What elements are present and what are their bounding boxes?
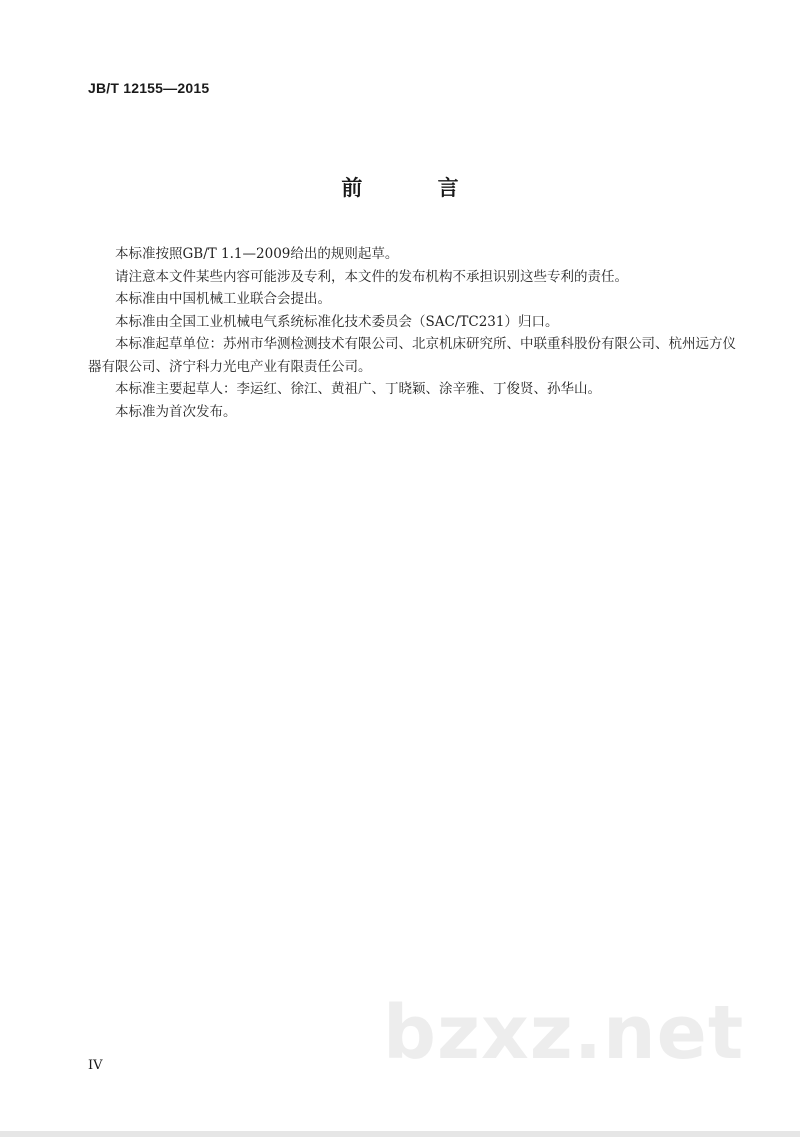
page-title: 前 言 [341,176,493,200]
paragraph-first-release: 本标准为首次发布。 [115,403,237,420]
page-bottom-edge [0,1131,800,1137]
foreword-body [88,243,736,423]
paragraph-drafters: 本标准主要起草人：李运红、徐江、黄祖广、丁晓颖、涂辛雅、丁俊贤、孙华山。 [115,381,601,397]
watermark-logo: bzxz.net [383,990,745,1076]
paragraph-drafting-rules: 本标准按照GB/T 1.1—2009给出的规则起草。 [115,246,399,262]
paragraph-patent-notice: 请注意本文件某些内容可能涉及专利，本文件的发布机构不承担识别这些专利的责任。 [115,268,628,285]
standard-code: JB/T 12155—2015 [88,80,210,96]
paragraph-proposer: 本标准由中国机械工业联合会提出。 [115,291,331,307]
paragraph-responsible-committee: 本标准由全国工业机械电气系统标准化技术委员会（SAC/TC231）归口。 [115,313,559,330]
page-number: IV [88,1058,103,1073]
paragraph-drafting-units: 本标准起草单位：苏州市华测检测技术有限公司、北京机床研究所、中联重科股份有限公司、杭州远方仪器有限公司、济宁科力光电产业有限责任公司。 [88,336,736,375]
